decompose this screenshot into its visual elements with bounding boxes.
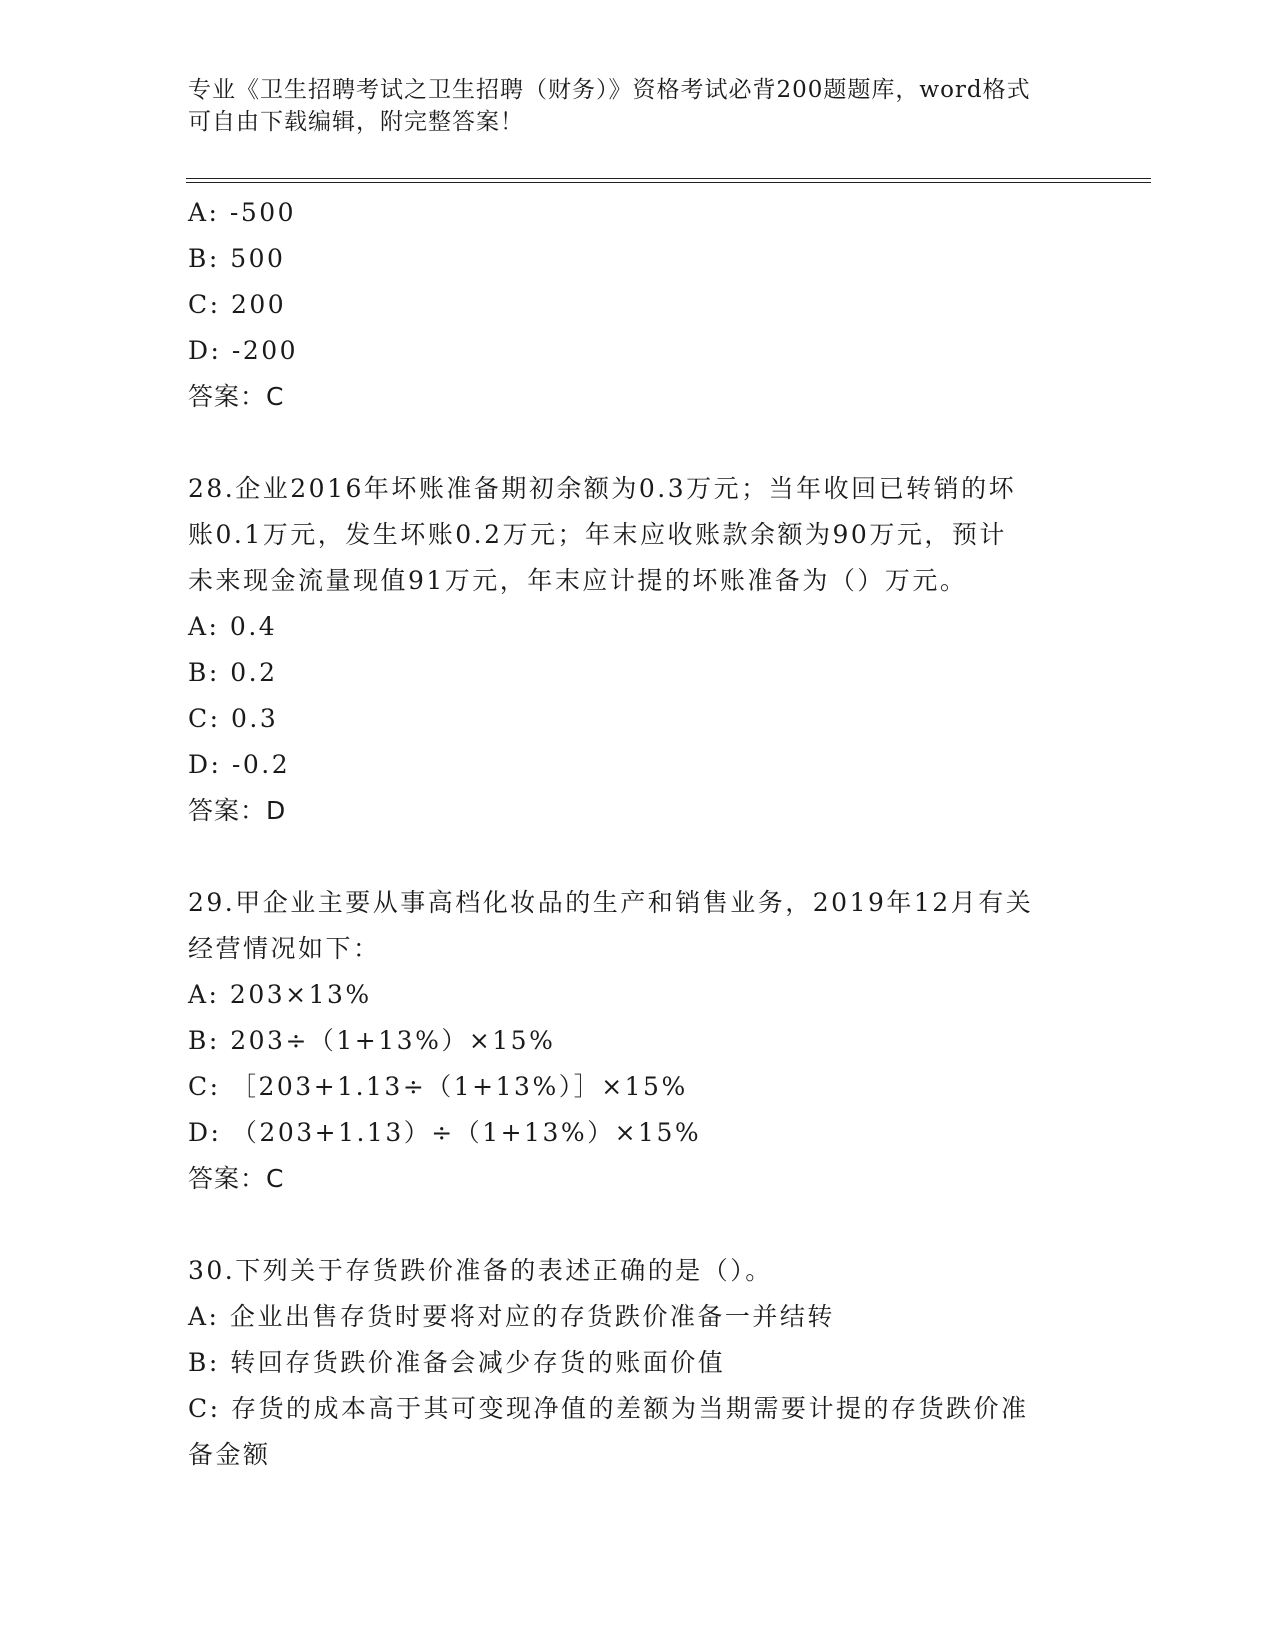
- document-header: [188, 74, 1088, 138]
- spacer: [188, 420, 1088, 466]
- question-stem-line: 28.企业2016年坏账准备期初余额为0.3万元；当年收回已转销的坏: [188, 474, 1017, 503]
- answer-line: 答案：C: [188, 1164, 285, 1193]
- option-d: D: -0.2: [188, 750, 291, 779]
- header-divider-bottom: [186, 182, 1151, 183]
- option-d: D: （203+1.13）÷（1+13%）×15%: [188, 1118, 702, 1147]
- option-d: D: -200: [188, 336, 299, 365]
- option-c-continued: 备金额: [188, 1440, 271, 1469]
- option-b: B: 转回存货跌价准备会减少存货的账面价值: [188, 1348, 726, 1377]
- option-b: B: 203÷（1+13%）×15%: [188, 1026, 556, 1055]
- spacer: [188, 1202, 1088, 1248]
- option-a: A: 203×13%: [188, 980, 372, 1009]
- option-c: C: ［203+1.13÷（1+13%）］×15%: [188, 1072, 688, 1101]
- option-a: A: 企业出售存货时要将对应的存货跌价准备一并结转: [188, 1302, 835, 1331]
- question-content: [188, 190, 1088, 1478]
- option-a: A: 0.4: [188, 612, 278, 641]
- question-stem-line: 29.甲企业主要从事高档化妆品的生产和销售业务，2019年12月有关: [188, 888, 1034, 917]
- option-b: B: 500: [188, 244, 286, 273]
- question-28: [188, 466, 1088, 834]
- header-line-2: 可自由下载编辑，附完整答案！: [188, 109, 524, 135]
- answer-line: 答案：D: [188, 796, 287, 825]
- answer-line: 答案：C: [188, 382, 285, 411]
- option-c: C: 存货的成本高于其可变现净值的差额为当期需要计提的存货跌价准: [188, 1394, 1029, 1423]
- question-stem-line: 账0.1万元，发生坏账0.2万元；年末应收账款余额为90万元，预计: [188, 520, 1007, 549]
- spacer: [188, 834, 1088, 880]
- question-27: [188, 190, 1088, 420]
- option-b: B: 0.2: [188, 658, 278, 687]
- question-stem-line: 经营情况如下：: [188, 934, 381, 963]
- question-29: [188, 880, 1088, 1202]
- question-30: [188, 1248, 1088, 1478]
- option-c: C: 200: [188, 290, 287, 319]
- header-divider-top: [186, 178, 1151, 179]
- header-line-1: 专业《卫生招聘考试之卫生招聘（财务）》资格考试必背200题题库，word格式: [188, 77, 1031, 103]
- question-stem-line: 未来现金流量现值91万元，年末应计提的坏账准备为（）万元。: [188, 566, 968, 595]
- option-c: C: 0.3: [188, 704, 279, 733]
- option-a: A: -500: [188, 198, 297, 227]
- question-stem-line: 30.下列关于存货跌价准备的表述正确的是（）。: [188, 1256, 773, 1285]
